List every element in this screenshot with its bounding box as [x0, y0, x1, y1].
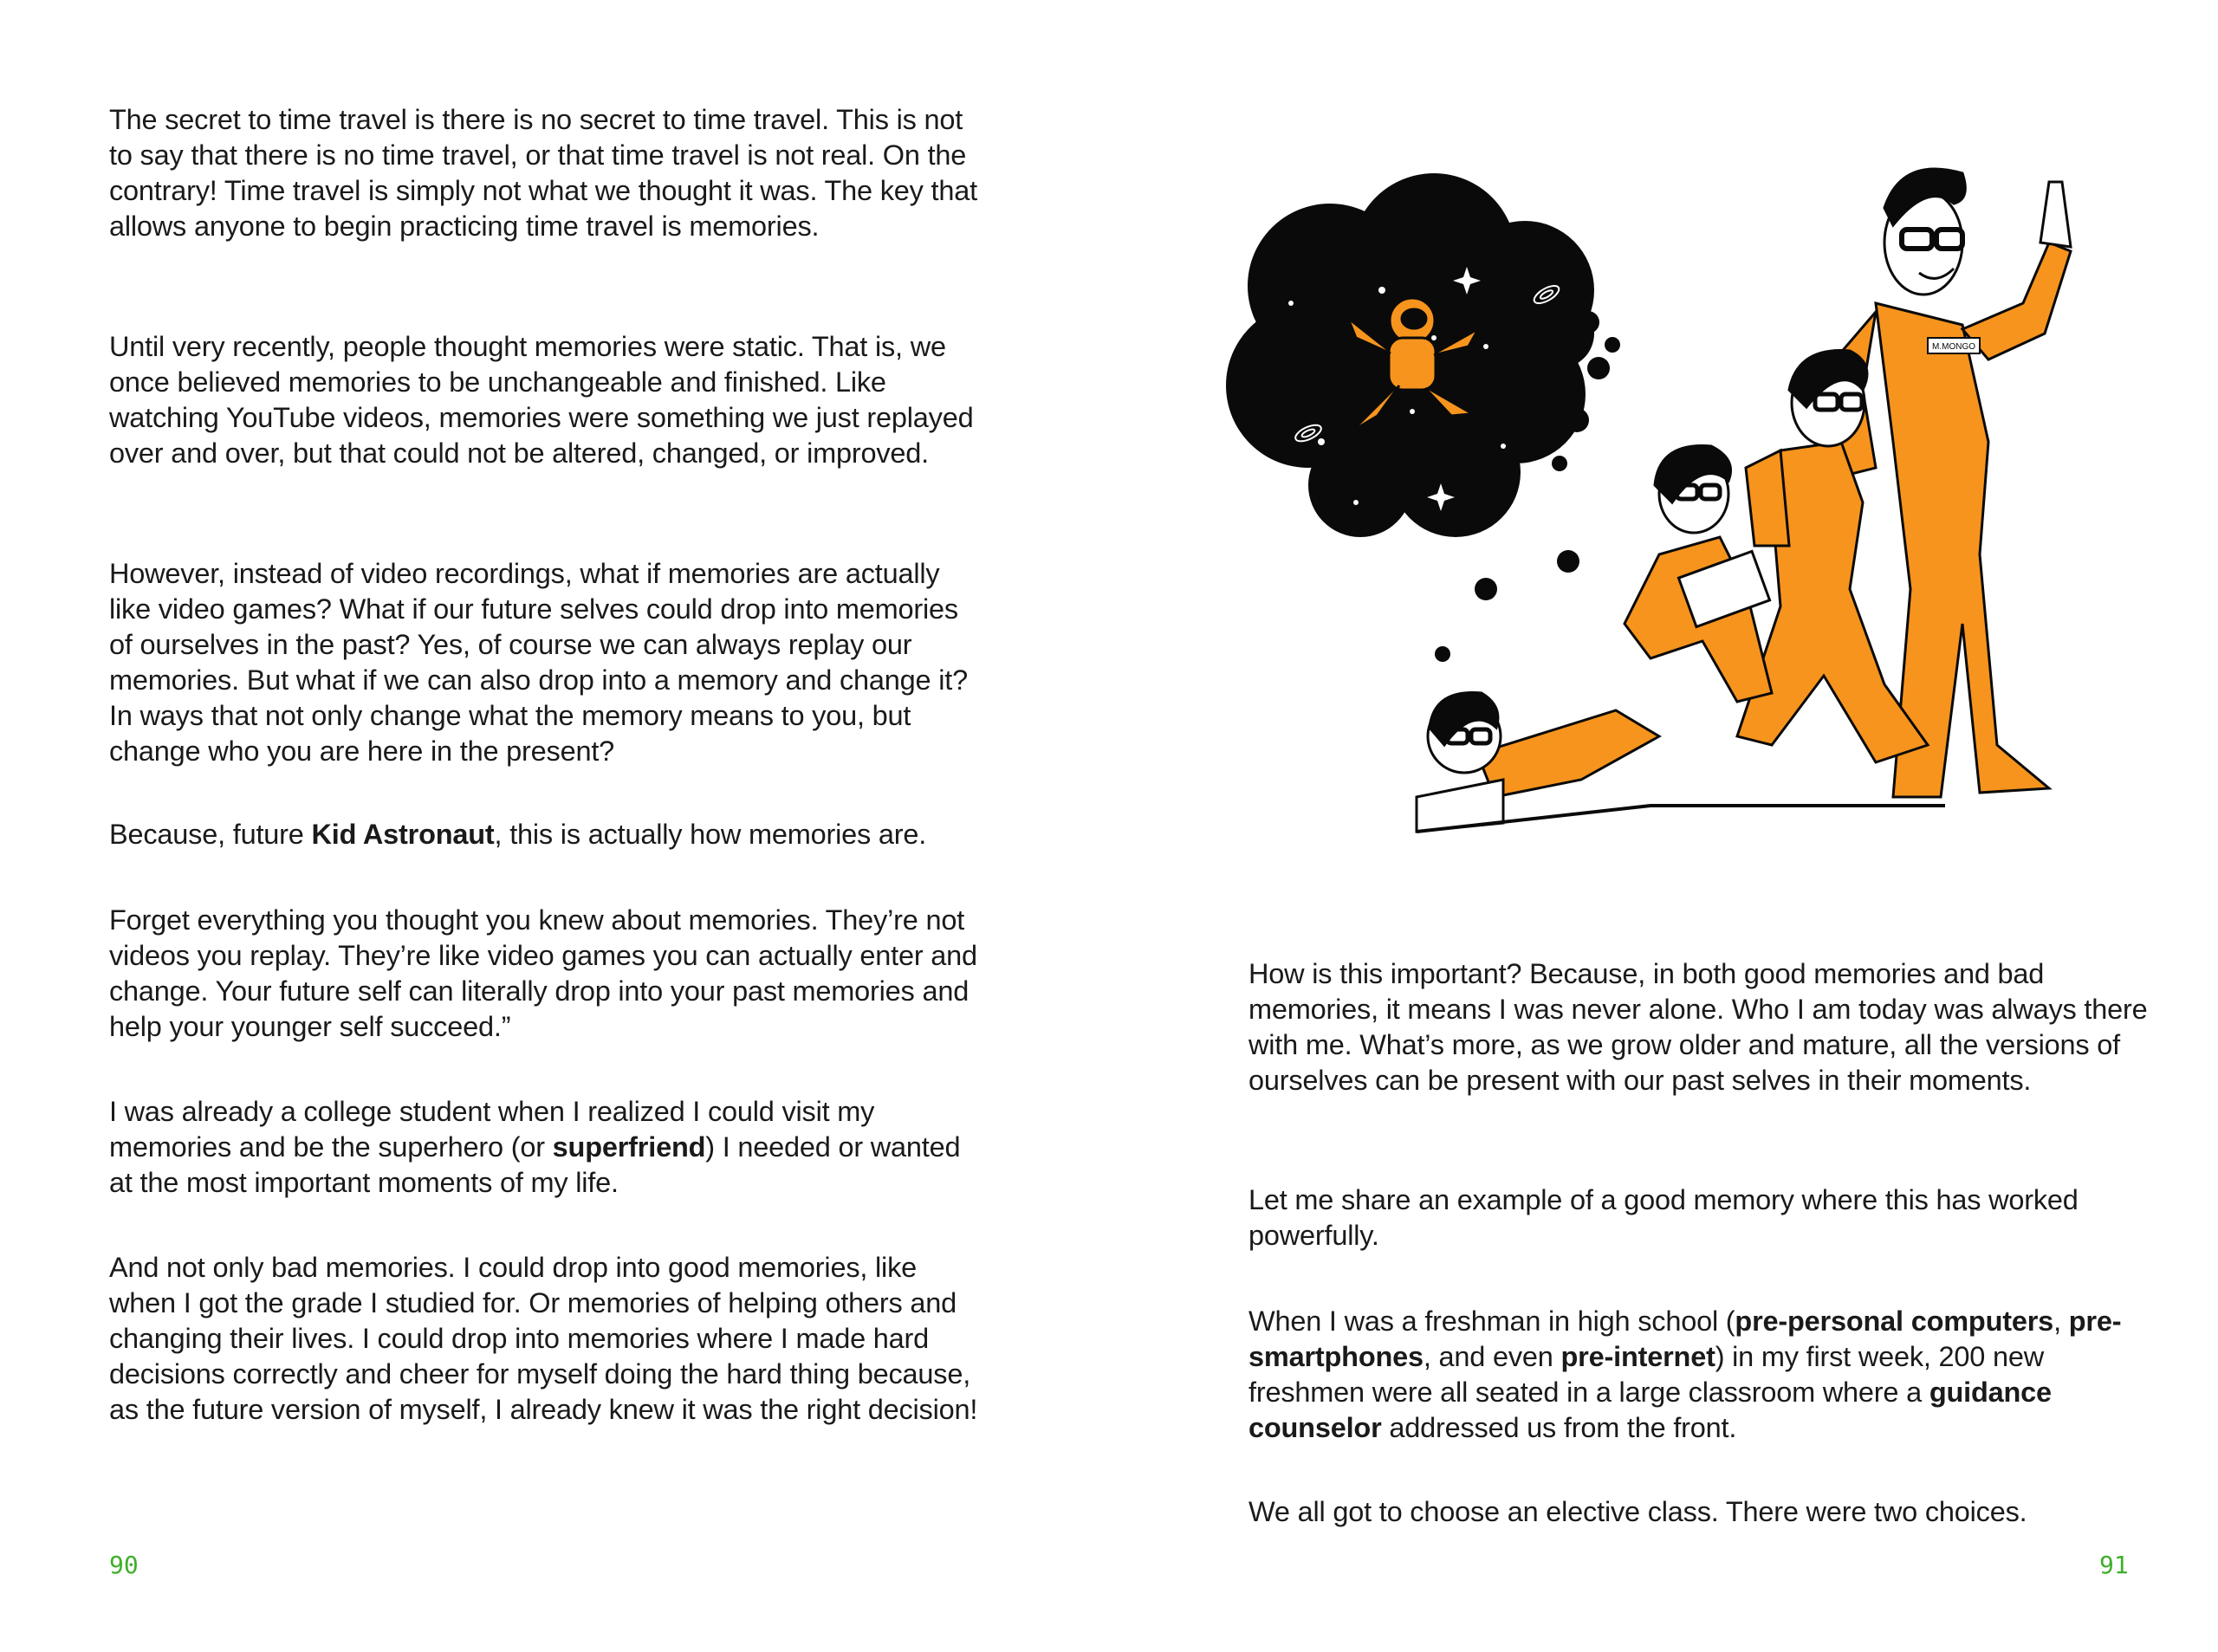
paragraph [1248, 956, 2150, 1098]
bold-term: pre-personal computers [1735, 1305, 2054, 1337]
text-run: Let me share an example of a good memory where this has worked powerfully. [1248, 1184, 2079, 1251]
text-run: When I was a freshman in high school ( [1248, 1305, 1735, 1337]
text-run: We all got to choose an elective class. There were two choices. [1248, 1496, 2027, 1527]
paragraph [109, 102, 984, 244]
text-run: Because, future [109, 819, 312, 850]
thought-cloud [1226, 173, 1620, 662]
paragraph [1248, 1494, 2150, 1530]
bold-term: pre-smartphones [1248, 1305, 2122, 1372]
text-run: Forget everything you thought you knew about memories. They’re not videos you replay. They’re like video games you can actually enter and change. Your future self can literally drop into your past memories and help your younger self succeed.” [109, 904, 977, 1042]
text-run: And not only bad memories. I could drop into good memories, like when I got the grade I studied for. Or memories of helping others and changing their lives. I could drop into memories where I made hard decisions correctly and cheer for myself doing the hard thing because, as the future version of myself, I already knew it was the right decision! [109, 1252, 978, 1425]
bold-term: Kid Astronaut [311, 819, 495, 850]
text-run: Until very recently, people thought memories were static. That is, we once believed memories to be unchangeable and finished. Like watching YouTube videos, memories were something we just replayed over and over, but that could not be altered, changed, or improved. [109, 331, 974, 469]
text-run: , this is actually how memories are. [494, 819, 927, 850]
paragraph [109, 556, 984, 769]
bold-term: guidance counselor [1248, 1377, 2052, 1443]
paragraph [109, 817, 984, 852]
text-run: The secret to time travel is there is no secret to time travel. This is not to say that there is no time travel, or that time travel is not real. On the contrary! Time travel is simply not what we thought it was. The key that allows anyone to begin practicing time travel is memories. [109, 104, 977, 242]
text-run: I was already a college student when I realized I could visit my memories and be the superhero (or [109, 1096, 875, 1163]
paragraph [1248, 1182, 2150, 1254]
text-run: How is this important? Because, in both good memories and bad memories, it means I was never alone. Who I am today was always there with me. What’s more, as we grow older and mature, all the versions of ourselves can be present with our past selves in their moments. [1248, 958, 2148, 1096]
badge-text: M.MONGO [1932, 342, 1975, 352]
paragraph [109, 1094, 984, 1201]
text-run: ) I needed or wanted at the most important moments of my life. [109, 1131, 961, 1198]
text-run: addressed us from the front. [1381, 1412, 1737, 1443]
bold-term: pre-internet [1560, 1341, 1715, 1372]
text-run: , and even [1423, 1341, 1561, 1372]
text-run: , [2053, 1305, 2069, 1337]
text-run: ) in my first week, 200 new freshmen were all seated in a large classroom where a [1248, 1341, 2045, 1408]
paragraph [109, 329, 984, 471]
bold-term: superfriend [552, 1131, 706, 1163]
text-run: However, instead of video recordings, what if memories are actually like video games? What if our future selves could drop into memories of ourselves in the past? Yes, of course we can always replay our memories. But what if we can also drop into a memory and change it? In ways that not only change what the memory means to you, but change who you are here in the present? [109, 558, 968, 767]
page-number: 91 [2099, 1551, 2129, 1579]
paragraph [1248, 1304, 2150, 1446]
illustration [1217, 139, 2118, 918]
right-page [1109, 0, 2218, 1652]
paragraph [109, 903, 984, 1045]
page-number: 90 [109, 1551, 139, 1579]
paragraph [109, 1250, 984, 1428]
lying-kid-figure [1417, 693, 1659, 832]
